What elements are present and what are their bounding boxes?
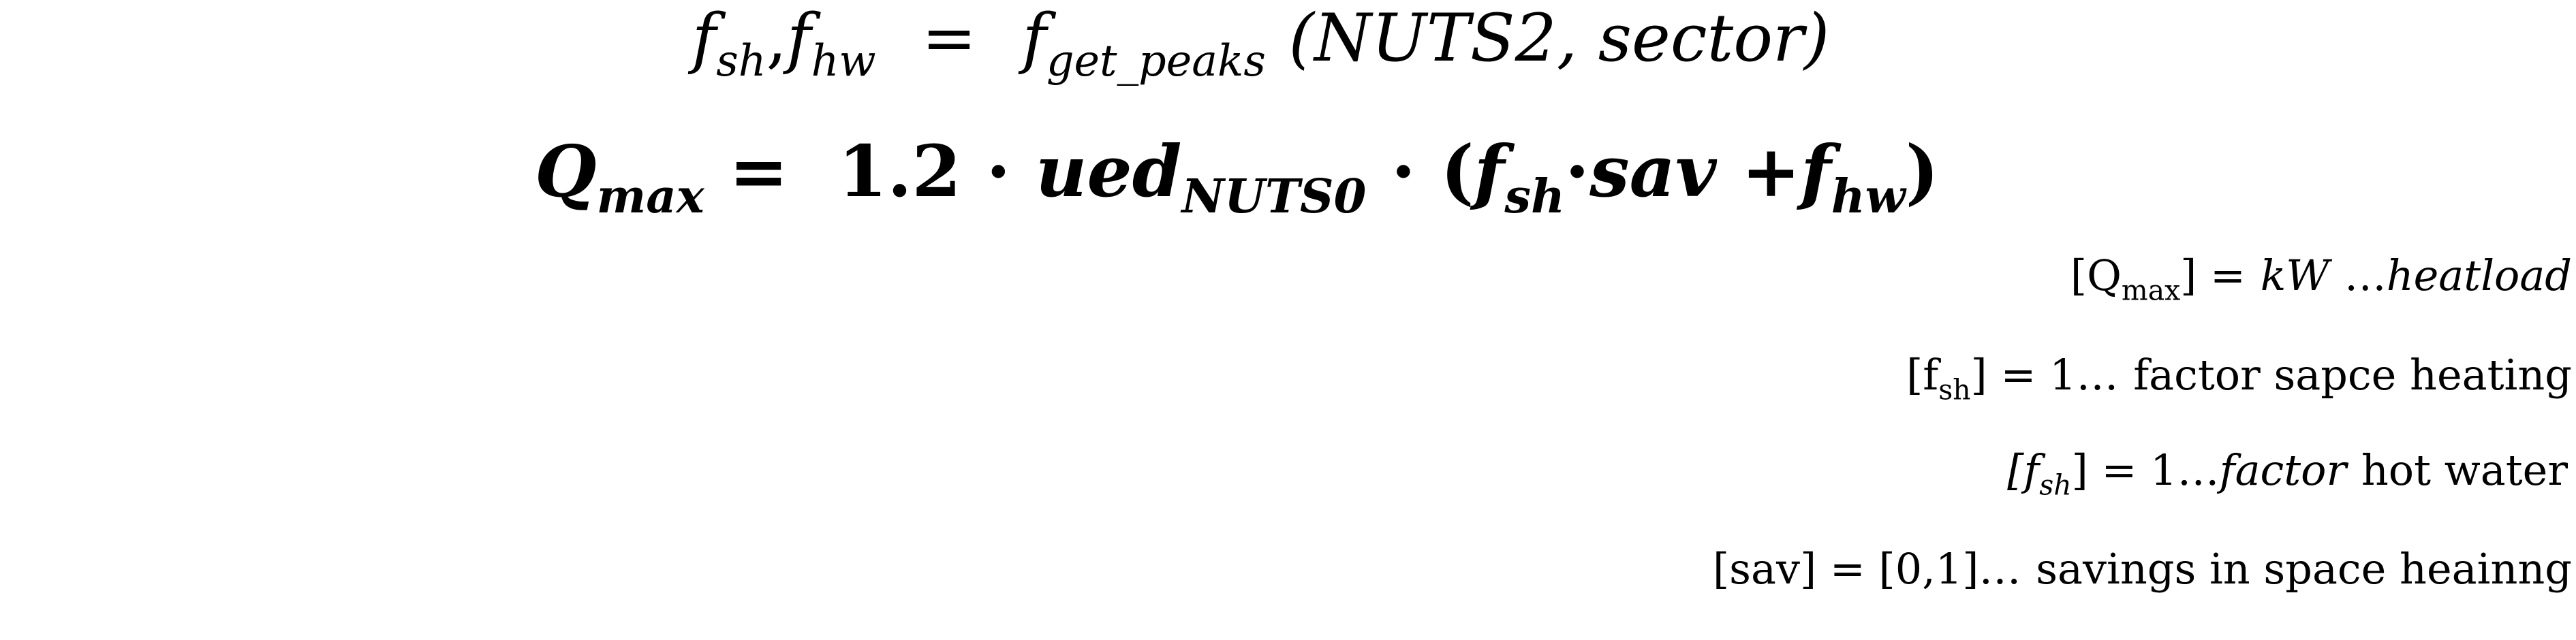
equals-sign: = <box>921 0 977 76</box>
f-sh-symbol: $f_{sh}$ <box>692 0 766 86</box>
q-max-symbol: $Q_{max}$ <box>535 129 704 225</box>
function-arguments: (NUTS2, sector) <box>1288 0 1830 76</box>
definition-description: factor sapce heating <box>2133 350 2572 400</box>
multiply-dot: · <box>1564 129 1590 213</box>
definition-description-italic: factor <box>2219 445 2347 495</box>
comma: , <box>766 0 788 76</box>
definition-description: hot water <box>2361 445 2568 495</box>
definition-f-sh-hot-water: $[f_{sh}]$ = 1…factor hot water <box>2007 445 2568 502</box>
multiply-dot: · <box>986 129 1011 213</box>
definition-description: savings in space heainng <box>2036 544 2572 594</box>
heatload-equation <box>0 129 2576 225</box>
f-hw-symbol: $f_{hw}$ <box>787 0 876 86</box>
definition-description: heatload <box>2386 251 2572 300</box>
multiply-dot: · <box>1391 129 1416 213</box>
open-paren: ( <box>1440 129 1474 213</box>
get-peaks-function: $f_{get\_peaks}$ <box>1022 0 1266 86</box>
sav-symbol: sav <box>1589 129 1717 213</box>
coefficient: 1.2 <box>837 129 961 213</box>
peak-factors-equation <box>0 0 2576 86</box>
close-paren: ) <box>1905 129 1939 213</box>
plus-sign: + <box>1741 129 1801 213</box>
unit-kw: kW <box>2260 251 2329 300</box>
definition-f-sh-space-heating: $[f_{sh}]$ = 1… factor sapce heating <box>1906 350 2572 406</box>
definition-sav: [sav] = [0,1]… savings in space heainng <box>1712 544 2572 594</box>
f-sh-symbol: $f_{sh}$ <box>1474 129 1565 225</box>
ued-nuts0-symbol: ued$_{NUTS0}$ <box>1035 129 1367 225</box>
definition-q-max: $[Q_{max}]$ = kW …heatload <box>2070 251 2572 307</box>
equals-sign: = <box>729 129 789 213</box>
f-hw-symbol: $f_{hw}$ <box>1800 129 1906 225</box>
